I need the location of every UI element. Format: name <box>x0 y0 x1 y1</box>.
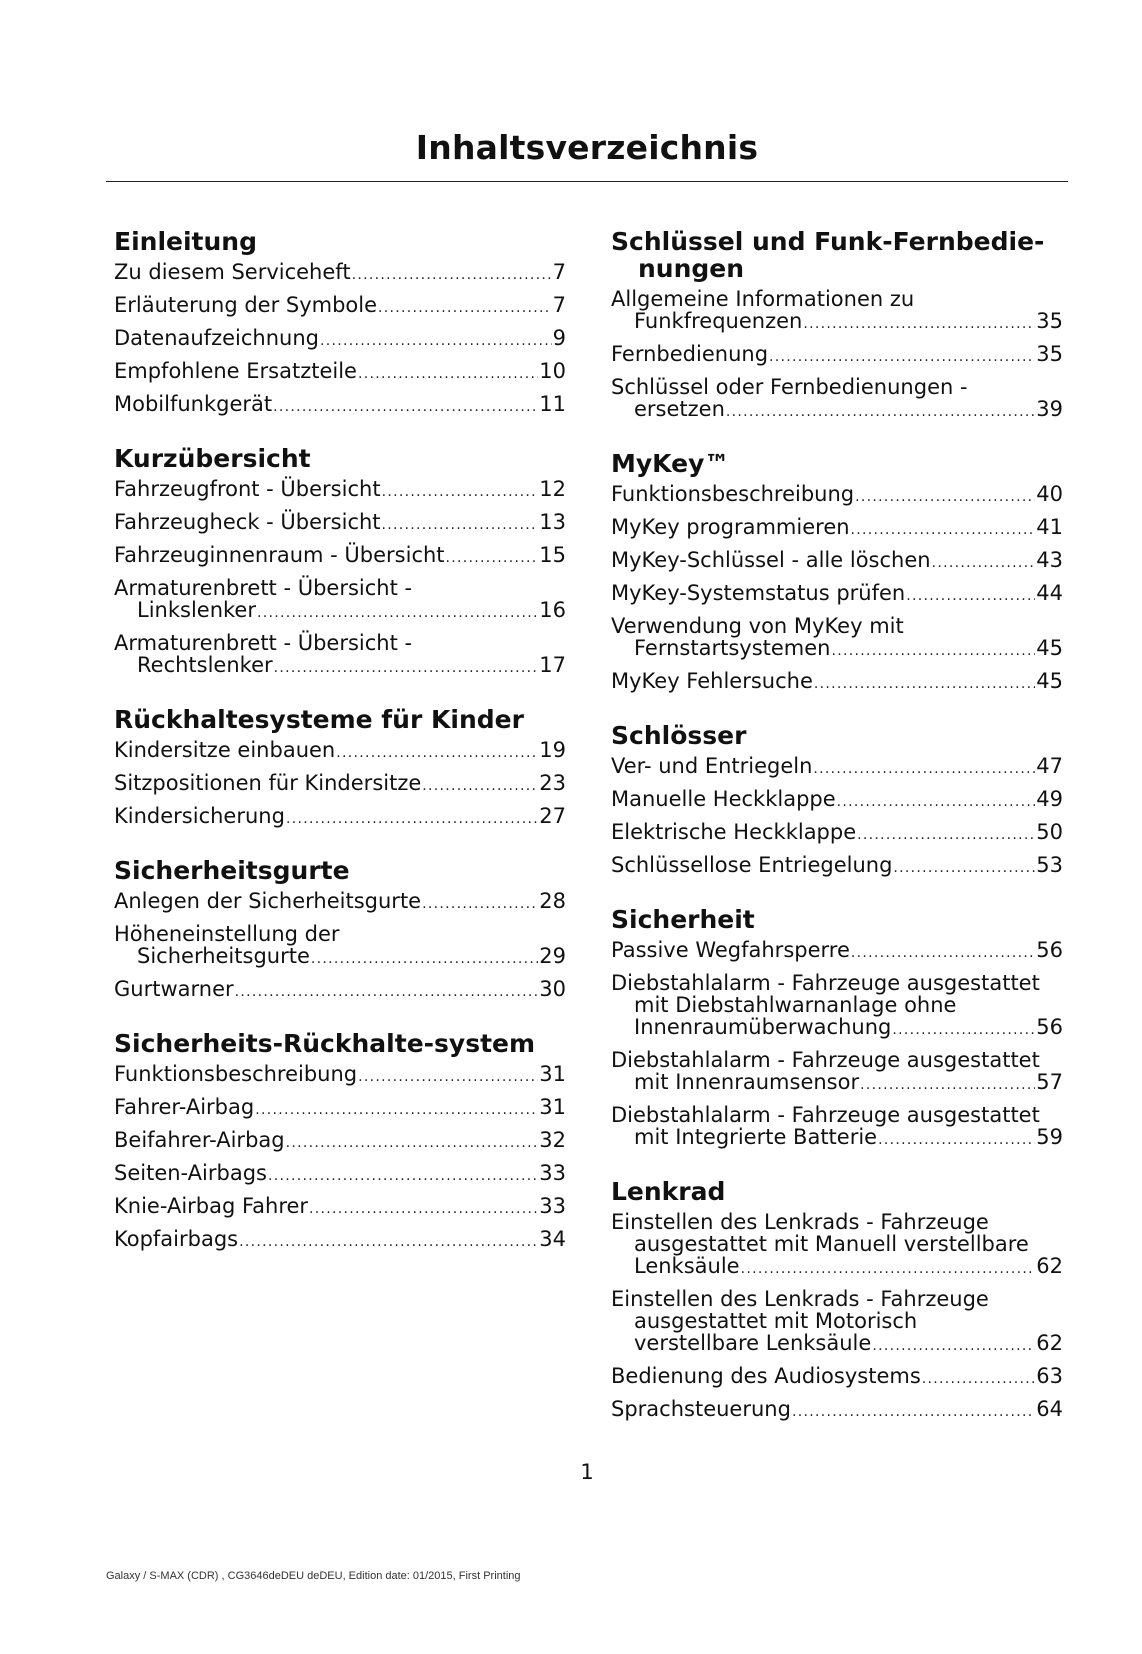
entry-last-line <box>611 670 1063 695</box>
entry-text: Sicherheitsgurte <box>137 944 310 968</box>
entry-text: Elektrische Heckklappe <box>611 820 857 844</box>
entry-last-line <box>611 516 1063 541</box>
section-heading: Rückhaltesysteme für Kinder <box>114 705 524 734</box>
entry-text: Fernbedienung <box>611 342 769 366</box>
toc-entry-link[interactable] <box>611 821 1063 846</box>
entry-page-number: 59 <box>1036 1125 1063 1149</box>
page-number: 1 <box>580 1460 594 1484</box>
title-divider <box>106 181 1068 182</box>
entry-last-line <box>114 511 566 536</box>
entry-last-line <box>114 1228 566 1253</box>
dot-leader <box>286 808 538 830</box>
entry-last-line <box>114 805 566 830</box>
entry-text: Empfohlene Ersatzteile <box>114 359 357 383</box>
entry-text: Manuelle Heckklappe <box>611 787 836 811</box>
entry-text-line: Einstellen des Lenkrads - Fahrzeuge <box>611 1210 989 1234</box>
toc-entry-link[interactable] <box>611 582 1063 607</box>
section-heading: Sicherheits-Rückhalte-system <box>114 1029 536 1058</box>
entry-text: Fahrzeugfront - Übersicht <box>114 477 381 501</box>
entry-page-number: 53 <box>1036 853 1063 877</box>
entry-last-line <box>611 549 1063 574</box>
entry-text: Anlegen der Sicherheitsgurte <box>114 889 422 913</box>
footer-edition-info: Galaxy / S-MAX (CDR) , CG3646deDEU deDEU, Edition date: 01/2015, First Printing <box>106 1570 521 1582</box>
toc-entry-link[interactable] <box>114 478 566 503</box>
toc-entry-link[interactable] <box>114 1162 566 1187</box>
toc-entry-link[interactable] <box>611 755 1063 780</box>
toc-entry-link[interactable] <box>114 805 566 830</box>
entry-last-line <box>611 821 1063 846</box>
entry-page-number: 33 <box>539 1194 566 1218</box>
entry-text: Ver- und Entriegeln <box>611 754 813 778</box>
section-heading: Schlüssel und Funk-Fernbedie-nungen <box>611 227 1045 283</box>
dot-leader <box>320 330 552 352</box>
entry-text: Gurtwarner <box>114 977 234 1001</box>
entry-text-line: Diebstahlalarm - Fahrzeuge ausgestattet <box>611 1048 1040 1072</box>
entry-last-line <box>634 1332 1063 1357</box>
toc-section <box>114 1030 566 1253</box>
entry-page-number: 35 <box>1036 342 1063 366</box>
dot-leader <box>378 297 552 319</box>
dot-leader <box>257 602 538 624</box>
entry-last-line <box>611 343 1063 368</box>
entry-page-number: 45 <box>1036 669 1063 693</box>
dot-leader <box>906 585 1035 607</box>
dot-leader <box>422 893 538 915</box>
toc-entry-link[interactable] <box>611 854 1063 879</box>
entry-last-line <box>114 478 566 503</box>
entry-page-number: 43 <box>1036 548 1063 572</box>
entry-text: Bedienung des Audiosystems <box>611 1364 921 1388</box>
entry-page-number: 7 <box>552 293 566 317</box>
entry-page-number: 9 <box>552 326 566 350</box>
dot-leader <box>857 824 1035 846</box>
dot-leader <box>860 1074 1035 1096</box>
dot-leader <box>814 673 1035 695</box>
toc-entry-link[interactable] <box>611 516 1063 541</box>
dot-leader <box>813 758 1035 780</box>
toc-column-left <box>114 228 566 1280</box>
entry-text-line: Diebstahlalarm - Fahrzeuge ausgestattet <box>611 971 1040 995</box>
entry-text-line: Allgemeine Informationen zu <box>611 287 915 311</box>
entry-page-number: 32 <box>539 1128 566 1152</box>
entry-last-line <box>611 939 1063 964</box>
dot-leader <box>422 775 538 797</box>
toc-entry-link[interactable] <box>114 544 566 569</box>
toc-entry-link[interactable] <box>611 1398 1063 1423</box>
entry-text-line: Schlüssel oder Fernbedienungen - <box>611 375 968 399</box>
entry-text: Beifahrer-Airbag <box>114 1128 285 1152</box>
entry-last-line <box>634 637 1063 662</box>
entry-text-line: mit Diebstahlwarnanlage ohne <box>634 993 957 1017</box>
entry-text: Funkfrequenzen <box>634 309 803 333</box>
entry-page-number: 49 <box>1036 787 1063 811</box>
section-heading: Lenkrad <box>611 1177 726 1206</box>
toc-entry-link[interactable] <box>611 1211 1063 1280</box>
toc-section <box>114 445 566 679</box>
toc-entry-link[interactable] <box>114 1063 566 1088</box>
entry-last-line <box>634 310 1063 335</box>
dot-leader <box>922 1368 1036 1390</box>
entry-text: Lenksäule <box>634 1254 740 1278</box>
entry-page-number: 39 <box>1036 397 1063 421</box>
entry-page-number: 63 <box>1036 1364 1063 1388</box>
dot-leader <box>382 481 539 503</box>
toc-entry-link[interactable] <box>114 632 566 679</box>
toc-entry-link[interactable] <box>611 343 1063 368</box>
section-heading: Kurzübersicht <box>114 444 311 473</box>
toc-entry-link[interactable] <box>611 549 1063 574</box>
entry-text-line: ausgestattet mit Manuell verstellbare <box>634 1232 1029 1256</box>
entry-page-number: 62 <box>1036 1331 1063 1355</box>
dot-leader <box>255 1099 538 1121</box>
entry-page-number: 35 <box>1036 309 1063 333</box>
entry-last-line <box>114 1162 566 1187</box>
toc-section <box>114 228 566 418</box>
entry-last-line <box>114 739 566 764</box>
entry-text: Fahrer-Airbag <box>114 1095 255 1119</box>
entry-last-line <box>611 582 1063 607</box>
section-heading: Sicherheit <box>611 905 755 934</box>
entry-page-number: 31 <box>539 1062 566 1086</box>
dot-leader <box>268 1165 538 1187</box>
toc-entry-link[interactable] <box>611 670 1063 695</box>
entry-page-number: 56 <box>1036 938 1063 962</box>
toc-entry-link[interactable] <box>114 1129 566 1154</box>
dot-leader <box>892 1019 1035 1041</box>
entry-last-line <box>137 945 566 970</box>
toc-entry-link[interactable] <box>114 1096 566 1121</box>
entry-text-line: Armaturenbrett - Übersicht - <box>114 576 413 600</box>
entry-last-line <box>114 1096 566 1121</box>
entry-text: Fahrzeuginnenraum - Übersicht <box>114 543 445 567</box>
entry-text: Knie-Airbag Fahrer <box>114 1194 309 1218</box>
entry-text: Datenaufzeichnung <box>114 326 319 350</box>
entry-last-line <box>634 398 1063 423</box>
entry-last-line <box>611 483 1063 508</box>
dot-leader <box>851 942 1035 964</box>
toc-entry-link[interactable] <box>114 327 566 352</box>
toc-entry-link[interactable] <box>611 1104 1063 1151</box>
entry-text: Fernstartsystemen <box>634 636 831 660</box>
entry-last-line <box>634 1126 1063 1151</box>
dot-leader <box>832 640 1036 662</box>
section-heading: Sicherheitsgurte <box>114 856 350 885</box>
entry-page-number: 44 <box>1036 581 1063 605</box>
entry-text: ersetzen <box>634 397 725 421</box>
entry-text: Funktionsbeschreibung <box>114 1062 358 1086</box>
dot-leader <box>358 1066 538 1088</box>
entry-text: Kindersicherung <box>114 804 285 828</box>
entry-last-line <box>114 544 566 569</box>
toc-entry-link[interactable] <box>114 923 566 970</box>
entry-page-number: 13 <box>539 510 566 534</box>
entry-text: Seiten-Airbags <box>114 1161 267 1185</box>
entry-text: MyKey Fehlersuche <box>611 669 813 693</box>
toc-section <box>114 706 566 830</box>
toc-entry-link[interactable] <box>114 577 566 624</box>
entry-text: mit Innenraumsensor <box>634 1070 860 1094</box>
toc-entry-link[interactable] <box>611 1288 1063 1357</box>
entry-last-line <box>114 978 566 1003</box>
entry-text-line: Armaturenbrett - Übersicht - <box>114 631 413 655</box>
toc-entry-link[interactable] <box>114 772 566 797</box>
entry-text: Kopfairbags <box>114 1227 239 1251</box>
toc-entry-link[interactable] <box>611 288 1063 335</box>
entry-text-line: Diebstahlalarm - Fahrzeuge ausgestattet <box>611 1103 1040 1127</box>
toc-entry-link[interactable] <box>611 376 1063 423</box>
dot-leader <box>336 742 538 764</box>
entry-page-number: 47 <box>1036 754 1063 778</box>
entry-last-line <box>634 1016 1063 1041</box>
section-heading: Einleitung <box>114 227 257 256</box>
entry-last-line <box>611 1398 1063 1423</box>
dot-leader <box>878 1129 1035 1151</box>
toc-entry-link[interactable] <box>114 261 566 286</box>
dot-leader <box>792 1401 1035 1423</box>
entry-last-line <box>137 599 566 624</box>
entry-page-number: 10 <box>539 359 566 383</box>
dot-leader <box>872 1335 1035 1357</box>
entry-page-number: 31 <box>539 1095 566 1119</box>
entry-text: Zu diesem Serviceheft <box>114 260 351 284</box>
dot-leader <box>446 547 539 569</box>
entry-text: Fahrzeugheck - Übersicht <box>114 510 381 534</box>
entry-page-number: 30 <box>539 977 566 1001</box>
toc-entry-link[interactable] <box>611 1365 1063 1390</box>
entry-text: MyKey programmieren <box>611 515 850 539</box>
entry-text-line: ausgestattet mit Motorisch <box>634 1309 918 1333</box>
entry-text: Schlüssellose Entriegelung <box>611 853 893 877</box>
entry-page-number: 45 <box>1036 636 1063 660</box>
entry-page-number: 28 <box>539 889 566 913</box>
entry-text-line: Höheneinstellung der <box>114 922 340 946</box>
entry-text: Innenraumüberwachung <box>634 1015 892 1039</box>
dot-leader <box>382 514 539 536</box>
dot-leader <box>837 791 1036 813</box>
entry-page-number: 40 <box>1036 482 1063 506</box>
entry-last-line <box>634 1255 1063 1280</box>
entry-text: Sprachsteuerung <box>611 1397 791 1421</box>
entry-last-line <box>114 1195 566 1220</box>
entry-text-line: Verwendung von MyKey mit <box>611 614 904 638</box>
entry-text: verstellbare Lenksäule <box>634 1331 872 1355</box>
toc-entry-link[interactable] <box>611 939 1063 964</box>
entry-last-line <box>114 327 566 352</box>
entry-page-number: 16 <box>539 598 566 622</box>
entry-last-line <box>114 393 566 418</box>
toc-entry-link[interactable] <box>114 294 566 319</box>
entry-last-line <box>611 755 1063 780</box>
entry-text: Rechtslenker <box>137 653 273 677</box>
entry-last-line <box>114 294 566 319</box>
entry-page-number: 62 <box>1036 1254 1063 1278</box>
section-heading: MyKey™ <box>611 449 730 478</box>
entry-page-number: 19 <box>539 738 566 762</box>
dot-leader <box>358 363 538 385</box>
entry-page-number: 50 <box>1036 820 1063 844</box>
dot-leader <box>932 552 1036 574</box>
entry-last-line <box>114 890 566 915</box>
section-heading: Schlösser <box>611 721 747 750</box>
entry-last-line <box>634 1071 1063 1096</box>
toc-entry-link[interactable] <box>114 739 566 764</box>
entry-page-number: 41 <box>1036 515 1063 539</box>
entry-page-number: 15 <box>539 543 566 567</box>
entry-page-number: 27 <box>539 804 566 828</box>
dot-leader <box>769 346 1035 368</box>
dot-leader <box>893 857 1035 879</box>
toc-section <box>611 450 1063 695</box>
toc-entry-link[interactable] <box>114 1195 566 1220</box>
dot-leader <box>726 401 1035 423</box>
dot-leader <box>235 981 539 1003</box>
dot-leader <box>803 313 1035 335</box>
entry-page-number: 64 <box>1036 1397 1063 1421</box>
entry-text: Funktionsbeschreibung <box>611 482 855 506</box>
entry-page-number: 34 <box>539 1227 566 1251</box>
entry-text: Erläuterung der Symbole <box>114 293 378 317</box>
entry-last-line <box>114 1063 566 1088</box>
entry-text: Passive Wegfahrsperre <box>611 938 850 962</box>
dot-leader <box>239 1231 538 1253</box>
toc-entry-link[interactable] <box>114 978 566 1003</box>
toc-section <box>611 1178 1063 1423</box>
toc-entry-link[interactable] <box>114 511 566 536</box>
entry-page-number: 56 <box>1036 1015 1063 1039</box>
toc-section <box>611 906 1063 1151</box>
entry-text: Sitzpositionen für Kindersitze <box>114 771 422 795</box>
toc-entry-link[interactable] <box>611 972 1063 1041</box>
entry-last-line <box>114 261 566 286</box>
toc-section <box>611 228 1063 423</box>
entry-last-line <box>611 1365 1063 1390</box>
dot-leader <box>309 1198 538 1220</box>
dot-leader <box>352 264 552 286</box>
entry-last-line <box>611 788 1063 813</box>
entry-last-line <box>611 854 1063 879</box>
toc-entry-link[interactable] <box>611 615 1063 662</box>
toc-column-right <box>611 228 1063 1450</box>
entry-page-number: 33 <box>539 1161 566 1185</box>
dot-leader <box>311 948 538 970</box>
entry-last-line <box>114 1129 566 1154</box>
dot-leader <box>286 1132 539 1154</box>
entry-text: Kindersitze einbauen <box>114 738 336 762</box>
toc-entry-link[interactable] <box>114 1228 566 1253</box>
entry-text: mit Integrierte Batterie <box>634 1125 878 1149</box>
toc-entry-link[interactable] <box>114 890 566 915</box>
entry-text: MyKey-Schlüssel - alle löschen <box>611 548 931 572</box>
entry-page-number: 57 <box>1036 1070 1063 1094</box>
entry-last-line <box>137 654 566 679</box>
entry-text: Linkslenker <box>137 598 256 622</box>
dot-leader <box>741 1258 1036 1280</box>
entry-page-number: 11 <box>539 392 566 416</box>
entry-text-line: Einstellen des Lenkrads - Fahrzeuge <box>611 1287 989 1311</box>
entry-text: Mobilfunkgerät <box>114 392 273 416</box>
toc-entry-link[interactable] <box>114 393 566 418</box>
entry-page-number: 7 <box>552 260 566 284</box>
dot-leader <box>851 519 1036 541</box>
toc-entry-link[interactable] <box>611 788 1063 813</box>
toc-section <box>114 857 566 1003</box>
toc-entry-link[interactable] <box>611 1049 1063 1096</box>
toc-section <box>611 722 1063 879</box>
entry-last-line <box>114 360 566 385</box>
entry-last-line <box>114 772 566 797</box>
page-title: Inhaltsverzeichnis <box>415 128 759 167</box>
entry-page-number: 23 <box>539 771 566 795</box>
dot-leader <box>855 486 1035 508</box>
dot-leader <box>274 657 539 679</box>
entry-page-number: 12 <box>539 477 566 501</box>
toc-entry-link[interactable] <box>114 360 566 385</box>
entry-page-number: 17 <box>539 653 566 677</box>
toc-entry-link[interactable] <box>611 483 1063 508</box>
entry-page-number: 29 <box>539 944 566 968</box>
dot-leader <box>273 396 538 418</box>
entry-text: MyKey-Systemstatus prüfen <box>611 581 906 605</box>
